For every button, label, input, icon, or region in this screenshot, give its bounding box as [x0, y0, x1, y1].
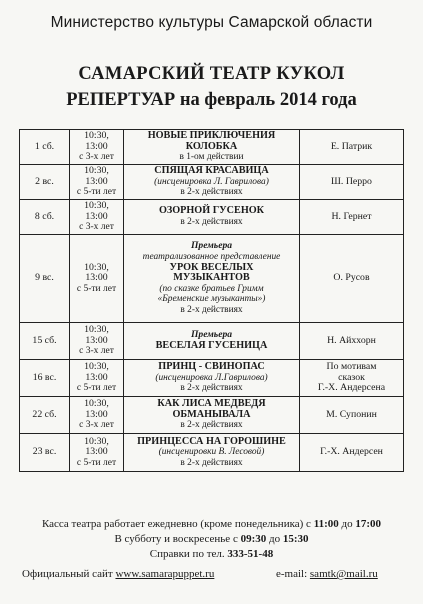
author-line: Е. Патрик — [330, 140, 373, 152]
repertoire-table-body — [20, 130, 404, 472]
author-cell — [300, 165, 404, 200]
ministry-heading: Министерство культуры Самарской области — [50, 14, 373, 31]
show-time: 10:30, — [84, 324, 109, 336]
box-office-mid: до — [341, 518, 353, 530]
show-cell — [124, 165, 300, 200]
repertoire-table — [19, 129, 404, 472]
show-note: (инсценировки В. Лесовой) — [158, 447, 265, 458]
author-cell — [300, 397, 404, 434]
show-acts: в 2-х действиях — [180, 383, 243, 394]
repertoire-title: РЕПЕРТУАР на февраль 2014 года — [66, 90, 357, 110]
table-row — [20, 130, 404, 165]
show-acts: в 2-х действиях — [180, 420, 243, 431]
time-cell — [70, 323, 124, 360]
author-line: Г.-Х. Андерсена — [317, 382, 386, 394]
author-line: сказок — [338, 371, 365, 383]
age-limit: с 5-ти лет — [76, 383, 117, 394]
time-cell — [70, 397, 124, 434]
table-row — [20, 360, 404, 397]
show-title: КАК ЛИСА МЕДВЕДЯ — [157, 398, 266, 410]
email-info — [276, 568, 378, 580]
show-time: 13:00 — [85, 334, 108, 346]
show-time: 13:00 — [85, 272, 108, 284]
author-cell — [300, 235, 404, 323]
time-cell — [70, 434, 124, 472]
show-cell — [124, 130, 300, 165]
box-office-prefix: Касса театра работает ежедневно (кроме понедельника) с — [41, 518, 311, 530]
email-prefix: e-mail: — [276, 568, 308, 580]
show-time: 10:30, — [84, 435, 109, 447]
author-line: М. Супонин — [326, 408, 377, 420]
phone-number: 333-51-48 — [227, 548, 274, 560]
date-cell: 2 вс. — [20, 165, 70, 200]
website-info — [22, 568, 214, 580]
date-cell: 9 вс. — [20, 235, 70, 323]
show-time: 10:30, — [84, 361, 109, 373]
author-cell — [300, 323, 404, 360]
box-office-open-time: 11:00 — [313, 518, 339, 530]
show-time: 13:00 — [85, 408, 108, 420]
show-acts: в 1-ом действии — [179, 152, 244, 163]
show-time: 13:00 — [85, 175, 108, 187]
author-cell — [300, 360, 404, 397]
author-line: Н. Гернет — [331, 210, 372, 222]
author-cell — [300, 200, 404, 235]
show-title: ПРИНЦ - СВИНОПАС — [158, 361, 265, 373]
show-time: 13:00 — [85, 210, 108, 222]
age-limit: с 3-х лет — [79, 420, 114, 431]
show-cell — [124, 235, 300, 323]
show-time: 10:30, — [84, 261, 109, 273]
show-title: ОБМАНЫВАЛА — [172, 408, 251, 420]
show-cell — [124, 200, 300, 235]
show-time: 10:30, — [84, 130, 109, 142]
show-genre: театрализованное представление — [142, 252, 281, 263]
show-time: 10:30, — [84, 200, 109, 212]
show-title: УРОК ВЕСЕЛЫХ — [169, 261, 254, 273]
show-cell — [124, 397, 300, 434]
show-title: ПРИНЦЕССА НА ГОРОШИНЕ — [137, 435, 286, 447]
show-note: (по сказке братьев Гримм — [159, 283, 264, 294]
date-cell: 22 сб. — [20, 397, 70, 434]
phone-info — [0, 548, 423, 560]
weekend-open-time: 09:30 — [240, 533, 267, 545]
phone-prefix: Справки по тел. — [149, 548, 225, 560]
show-title: НОВЫЕ ПРИКЛЮЧЕНИЯ — [147, 130, 276, 142]
time-cell — [70, 200, 124, 235]
table-row — [20, 165, 404, 200]
author-cell — [300, 130, 404, 165]
show-cell — [124, 323, 300, 360]
show-title: ВЕСЕЛАЯ ГУСЕНИЦА — [155, 340, 268, 351]
weekend-prefix: В субботу и воскресенье с — [114, 533, 238, 545]
age-limit: с 3-х лет — [79, 222, 114, 233]
weekend-mid: до — [269, 533, 281, 545]
time-cell — [70, 165, 124, 200]
author-line: О. Русов — [333, 272, 370, 284]
show-time: 13:00 — [85, 371, 108, 383]
author-line: Ш. Перро — [331, 175, 372, 187]
email-link[interactable]: samtk@mail.ru — [309, 568, 378, 580]
premiere-label: Премьера — [190, 240, 233, 252]
table-row — [20, 200, 404, 235]
date-cell: 1 сб. — [20, 130, 70, 165]
show-acts: в 2-х действиях — [180, 217, 243, 227]
table-row — [20, 434, 404, 472]
show-time: 10:30, — [84, 165, 109, 177]
weekend-close-time: 15:30 — [282, 533, 309, 545]
website-link[interactable]: www.samarapuppet.ru — [115, 568, 215, 580]
show-time: 13:00 — [85, 140, 108, 152]
show-acts: в 2-х действиях — [180, 187, 243, 198]
date-cell: 8 сб. — [20, 200, 70, 235]
date-cell: 15 сб. — [20, 323, 70, 360]
weekend-hours — [0, 533, 423, 545]
show-note: (инсценировка Л. Гаврилова) — [154, 176, 269, 187]
show-title: СПЯЩАЯ КРАСАВИЦА — [154, 165, 269, 177]
table-row — [20, 397, 404, 434]
box-office-close-time: 17:00 — [355, 518, 382, 530]
theatre-title: САМАРСКИЙ ТЕАТР КУКОЛ — [78, 64, 345, 84]
author-cell — [300, 434, 404, 472]
show-title: ОЗОРНОЙ ГУСЕНОК — [158, 205, 265, 217]
show-acts: в 2-х действиях — [180, 304, 243, 315]
age-limit: с 5-ти лет — [76, 187, 117, 198]
age-limit: с 3-х лет — [79, 346, 114, 357]
date-cell: 16 вс. — [20, 360, 70, 397]
show-title: МУЗЫКАНТОВ — [173, 272, 250, 284]
show-time: 10:30, — [84, 398, 109, 410]
time-cell — [70, 235, 124, 323]
show-note: «Бременские музыканты») — [157, 294, 266, 305]
show-cell — [124, 360, 300, 397]
box-office-hours — [0, 518, 423, 530]
show-title: КОЛОБКА — [185, 140, 238, 152]
time-cell — [70, 130, 124, 165]
age-limit: с 3-х лет — [79, 152, 114, 163]
age-limit: с 5-ти лет — [76, 457, 117, 468]
show-note: (инсценировка Л.Гаврилова) — [155, 372, 268, 383]
author-line: Н. Айххорн — [327, 334, 376, 346]
date-cell: 23 вс. — [20, 434, 70, 472]
age-limit: с 5-ти лет — [76, 283, 117, 294]
premiere-label: Премьера — [190, 329, 233, 341]
author-line: Г.-Х. Андерсен — [320, 446, 383, 458]
table-row — [20, 323, 404, 360]
show-acts: в 2-х действиях — [180, 457, 243, 468]
author-line: По мотивам — [326, 361, 377, 373]
show-cell — [124, 434, 300, 472]
show-time: 13:00 — [85, 446, 108, 458]
time-cell — [70, 360, 124, 397]
table-row — [20, 235, 404, 323]
website-prefix: Официальный сайт — [22, 568, 113, 580]
